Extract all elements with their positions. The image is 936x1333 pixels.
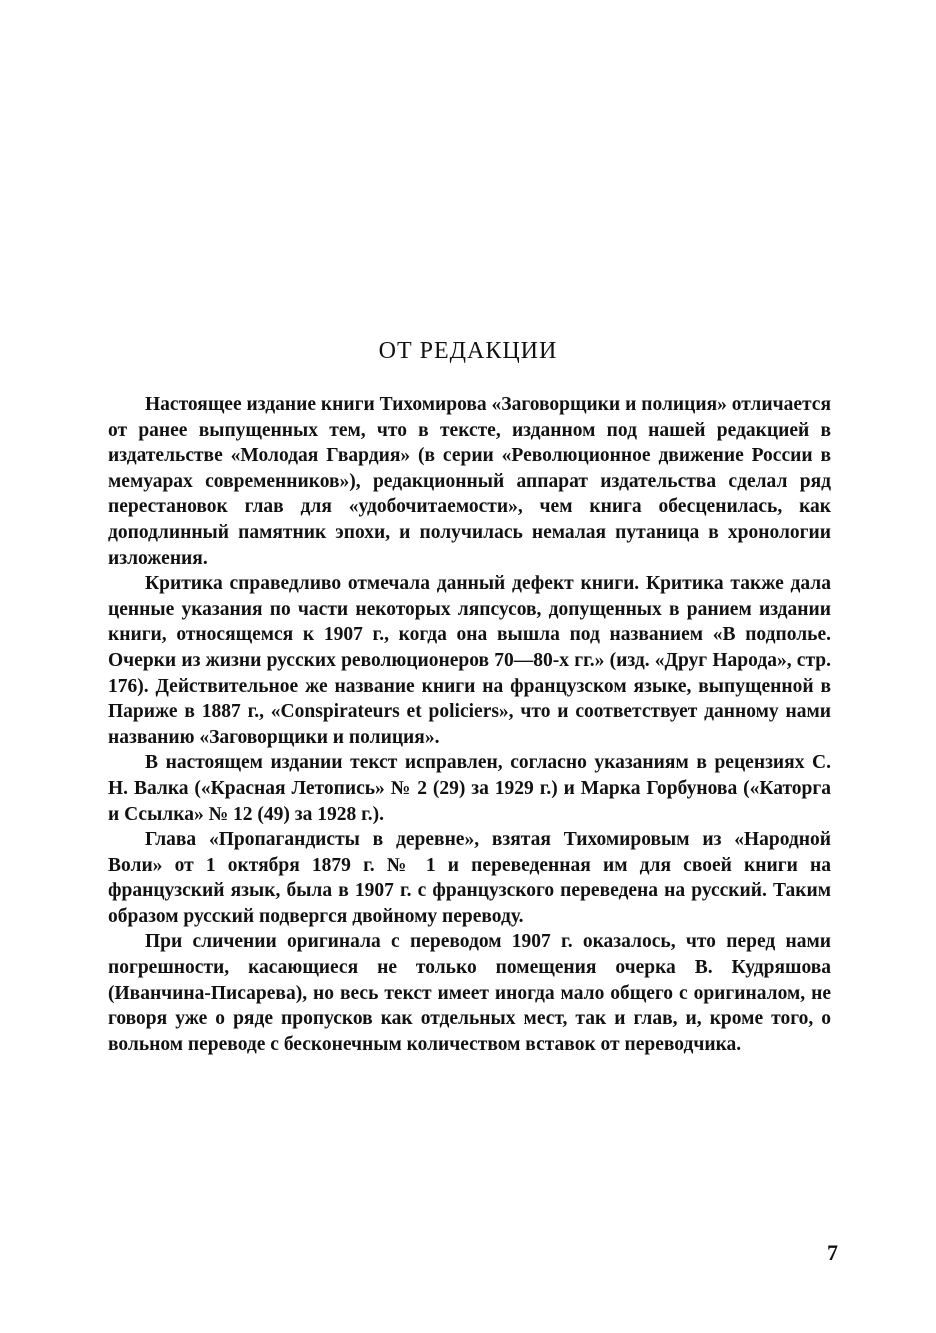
paragraph-2: Критика справедливо отмечала данный дефект книги. Критика также дала ценные указания по части некоторых ляпсусов, допущенных в ранием издании книги, относящемся к 1907 г., когда она вышла под названием «В подполье. Очерки из жизни русских революционеров 70—80-х гг.» (изд. «Друг Народа», стр. 176). Действительное же название книги на французском языке, выпущенной в Париже в 1887 г., «Conspirateurs et policiers», что и соответствует данному нами названию «Заговорщики и полиция».	[108, 573, 831, 748]
paragraph-1: Настоящее издание книги Тихомирова «Заговорщики и полиция» отличается от ранее выпущенных тем, что в тексте, изданном под нашей редакцией в издательстве «Молодая Гвардия» (в серии «Революционное движение России в мемуарах современников»), редакционный аппарат издательства сделал ряд перестановок глав для «удобочитаемости», чем книга обесценилась, как доподлинный памятник эпохи, и получилась немалая путаница в хронологии изложения.	[108, 394, 831, 569]
page-title: ОТ РЕДАКЦИИ	[378, 338, 558, 364]
page-number: 7	[827, 1240, 838, 1265]
paragraph-3: В настоящем издании текст исправлен, согласно указаниям в рецензиях С. Н. Валка («Красная Летопись» № 2 (29) за 1929 г.) и Марка Горбунова («Каторга и Ссылка» № 12 (49) за 1928 г.).	[108, 752, 831, 825]
paragraph-5: При сличении оригинала с переводом 1907 г. оказалось, что перед нами погрешности, касающиеся не только помещения очерка В. Кудряшова (Иванчина-Писарева), но весь текст имеет иногда мало общего с оригиналом, не говоря уже о ряде пропусков как отдельных мест, так и глав, и, кроме того, о вольном переводе с бесконечным количеством вставок от переводчика.	[108, 931, 831, 1055]
editorial-note-body	[108, 392, 831, 1057]
paragraph-4: Глава «Пропагандисты в деревне», взятая Тихомировым из «Народной Воли» от 1 октября 1879 г. № 1 и переведенная им для своей книги на французский язык, была в 1907 г. с французского переведена на русский. Таким образом русский подвергся двойному переводу.	[108, 829, 831, 927]
